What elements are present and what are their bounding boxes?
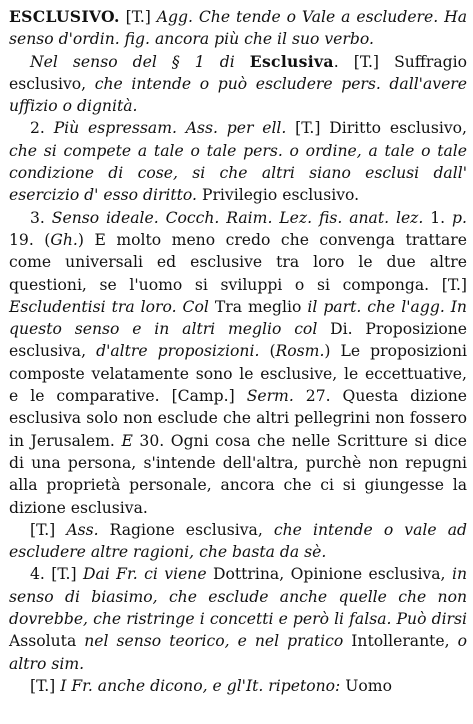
sense-4-paragraph — [9, 563, 467, 674]
italic-text: o altro sim. — [9, 632, 467, 673]
text-run: Uomo — [340, 676, 392, 695]
text-run: 27. Questa dizione esclusiva solo non esclude che altri pellegrini non fossero in Jerusalem. — [9, 387, 467, 450]
text-run: [T.] — [30, 676, 61, 695]
text-run: [T.] — [119, 8, 157, 26]
text-run: [T.] Diritto esclusivo, — [286, 119, 467, 138]
text-run: Dottrina, Opinione esclusiva, — [206, 565, 452, 584]
text-run: 4. [T.] — [30, 565, 83, 584]
text-run: Privilegio esclusivo. — [197, 186, 360, 205]
italic-text: Escludentisi tra loro. Col — [9, 297, 209, 316]
italic-text: Gh. — [50, 230, 78, 249]
italic-text: Nel senso del § 1 di — [30, 52, 250, 71]
text-run: Intollerante, — [343, 632, 458, 651]
italic-text: Agg. Che tende o Vale a escludere. Ha senso d'ordin. fig. ancora più che il suo verbo. — [9, 8, 467, 49]
text-run: 1. — [423, 208, 453, 227]
italic-text: Rosm. — [275, 342, 325, 361]
text-run: . [T.] Suffragio esclusivo, — [9, 52, 467, 93]
entry-headword-paragraph — [9, 6, 467, 51]
bold-term: Esclusiva — [249, 51, 334, 71]
french-usage-paragraph — [9, 675, 467, 697]
text-run: 3. — [30, 208, 52, 227]
text-run: 30. Ogni cosa che nelle Scritture si dice di una persona, s'intende dell'altra, purchè non repugni alla proprietà personale, ancora che ci si giungesse la dizione esclusiva. — [9, 431, 468, 517]
text-run: Tra meglio — [208, 297, 308, 316]
text-run: ) Le proposizioni composte velatamente sono le esclusive, le eccettuative, e le comparative. [Camp.] — [9, 342, 467, 406]
italic-text: Serm. — [246, 387, 294, 406]
italic-text: Più espressam. Ass. per ell. — [53, 119, 287, 138]
italic-text: Dai Fr. ci viene — [82, 565, 207, 584]
italic-text: che si compete a tale o tale pers. o ordine, a tale o tale condizione di cose, si che altri siano esclusi dall' esercizio d' esso diritto. — [9, 141, 467, 205]
italic-text: il part. che l'agg. In questo senso e in altri meglio col — [9, 297, 467, 339]
italic-text: Senso ideale. Cocch. Raim. Lez. fis. anat. lez. — [51, 208, 424, 227]
italic-text: nel senso teorico, e nel pratico — [84, 632, 344, 651]
italic-text: I Fr. anche dicono, e gl'It. ripetono: — [60, 676, 341, 695]
italic-text: d'altre proposizioni. — [96, 342, 260, 361]
text-run: Ragione esclusiva, — [98, 520, 274, 539]
text-run: [T.] — [30, 520, 67, 539]
absolute-use-paragraph — [9, 519, 467, 564]
italic-text: che intende o può escludere pers. dall'avere uffizio o dignità. — [9, 74, 467, 116]
sense-3-paragraph — [9, 207, 467, 519]
italic-text: E — [121, 431, 133, 450]
text-run: Di. Proposizione esclusiva, — [9, 320, 467, 361]
sense-1-paragraph — [9, 51, 467, 118]
text-run: Assoluta — [9, 632, 85, 651]
italic-text: Ass. — [66, 520, 99, 539]
text-run: 19. ( — [9, 230, 51, 249]
italic-text: p. — [452, 208, 467, 227]
text-run: ( — [259, 342, 276, 361]
sense-2-paragraph — [9, 117, 467, 206]
italic-text: in senso di biasimo, che esclude anche quelle che non dovrebbe, che ristringe i concetti e però li falsa. Può dirsi — [9, 565, 467, 629]
bold-term: ESCLUSIVO. — [9, 7, 120, 26]
italic-text: che intende o vale ad escludere altre ragioni, che basta da sè. — [9, 520, 467, 562]
text-run: ) E molto meno credo che convenga trattare come universali ed esclusive tra loro le due altre questioni, se l'uomo si sviluppi o si componga. [T.] — [9, 230, 467, 294]
text-run: 2. — [30, 119, 54, 138]
